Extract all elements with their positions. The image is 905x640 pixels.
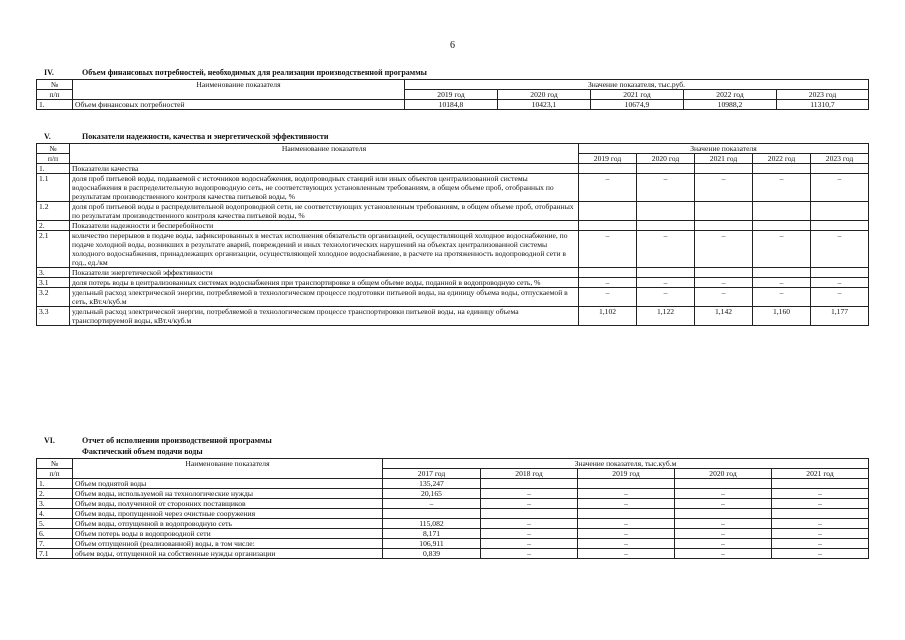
row-value: – [579,231,637,268]
row-value [753,164,811,174]
table-row [37,519,869,529]
section-5-title [44,132,328,141]
row-value: 106,911 [383,539,481,549]
table-row [37,529,869,539]
row-value [637,221,695,231]
row-value: – [695,231,753,268]
row-value: – [675,499,772,509]
row-name: доля проб питьевой воды в распределительной водопроводной сети, не соответствующих установленным требованиям, в общем объеме проб, отобранных по результатам производственного контроля качества питьевой воды, % [70,202,579,221]
row-value [753,268,811,278]
header-value: Значение показателя, тыс.руб. [405,80,869,90]
year-header: 2017 год [383,469,481,479]
row-value: 1,177 [811,307,869,326]
row-name: удельный расход электрической энергии, потребляемой в технологическом процессе подготовки питьевой воды, на единицу объема воды, отпускаемой в сеть, кВт.ч/куб.м [70,288,579,307]
row-value [675,509,772,519]
row-value [637,268,695,278]
row-value: – [637,231,695,268]
header-value: Значение показателя, тыс.куб.м [383,459,869,469]
header-name: Наименование показателя [73,459,383,479]
row-value: – [481,489,578,499]
year-header: 2018 год [481,469,578,479]
row-value [481,509,578,519]
row-name: Объем потерь воды в водопроводной сети [73,529,383,539]
table-row [37,307,869,326]
row-value: – [579,288,637,307]
header-no: № [37,80,73,90]
row-name: Показатели качества [70,164,579,174]
year-header: 2019 год [405,90,498,100]
row-name: Объем воды, пропущенной через очистные сооружения [73,509,383,519]
year-header: 2021 год [591,90,684,100]
row-value [637,202,695,221]
section-4-heading: Объем финансовых потребностей, необходимых для реализации производственной программы [82,68,427,77]
year-header: 2023 год [777,90,869,100]
row-name: доля потерь воды в централизованных системах водоснабжения при транспортировке в общем объеме воды, поданной в водопроводную сеть, % [70,278,579,288]
row-number: 1. [37,100,73,110]
row-value: – [753,278,811,288]
section-6-title [44,436,272,445]
row-number: 2. [37,221,70,231]
row-number: 3.2 [37,288,70,307]
row-name: доля проб питьевой воды, подаваемой с источников водоснабжения, водопроводных станций или иных объектов централизованной системы водоснабжения в распределительную водопроводную сеть, не соответствующих установленным требованиям, в общем объеме проб, отобранных по результатам производственного контроля качества питьевой воды, % [70,174,579,202]
header-name: Наименование показателя [70,144,579,164]
section-4-number: IV. [44,68,54,77]
header-pp: п/п [37,154,70,164]
row-value: – [481,529,578,539]
table-row [37,549,869,559]
table-row [37,539,869,549]
row-number: 1.1 [37,174,70,202]
table-row [37,288,869,307]
year-header: 2021 год [695,154,753,164]
row-value: – [578,519,675,529]
year-header: 2020 год [498,90,591,100]
row-value: – [578,549,675,559]
row-value: – [481,539,578,549]
header-pp: п/п [37,90,73,100]
row-value: – [481,549,578,559]
row-value [753,202,811,221]
row-name: Объем воды, используемой на технологические нужды [73,489,383,499]
row-value [811,164,869,174]
row-value: – [772,529,869,539]
row-value [695,221,753,231]
table-row [37,202,869,221]
section-4-title [44,68,427,77]
row-name: Объем отпущенной (реализованной) воды, в том числе: [73,539,383,549]
group-row [37,164,869,174]
row-value: 10674,9 [591,100,684,110]
row-value [695,268,753,278]
row-name: удельный расход электрической энергии, потребляемой в технологическом процессе транспортировки питьевой воды, на единицу объема транспортируемой воды, кВт.ч/куб.м [70,307,579,326]
row-value: – [579,278,637,288]
row-number: 3. [37,499,73,509]
row-value: – [675,549,772,559]
row-value: – [753,288,811,307]
row-value [753,221,811,231]
row-name: количество перерывов в подаче воды, зафиксированных в местах исполнения обязательств организацией, осуществляющей холодное водоснабжение, по подаче холодной воды, возникших в результате аварий, повреждений и иных технологических нарушений на объектах централизованной системы холодного водоснабжения, принадлежащих организации, осуществляющей холодное водоснабжение, в расчете на протяженность водопроводной сети в год., ед./км [70,231,579,268]
row-value: – [675,529,772,539]
year-header: 2023 год [811,154,869,164]
row-name: Объем воды, отпущенной в водопроводную сеть [73,519,383,529]
row-value: – [675,519,772,529]
year-header: 2019 год [579,154,637,164]
row-number: 7. [37,539,73,549]
row-value: – [578,539,675,549]
row-value: – [637,278,695,288]
row-value: 1,122 [637,307,695,326]
row-number: 5. [37,519,73,529]
row-value: – [579,174,637,202]
year-header: 2022 год [684,90,777,100]
row-number: 1.2 [37,202,70,221]
row-value: – [675,489,772,499]
section-5-number: V. [44,132,51,141]
year-header: 2020 год [675,469,772,479]
row-value: – [578,489,675,499]
row-value: 11310,7 [777,100,869,110]
row-value: – [481,499,578,509]
row-value: 10184,8 [405,100,498,110]
row-number: 2.1 [37,231,70,268]
row-value [811,202,869,221]
row-value [772,509,869,519]
table-row [37,100,869,110]
header-pp: п/п [37,469,73,479]
year-header: 2022 год [753,154,811,164]
row-name: Показатели надежности и бесперебойности [70,221,579,231]
row-value [579,164,637,174]
group-row [37,221,869,231]
row-value: 135,247 [383,479,481,489]
year-header: 2021 год [772,469,869,479]
row-value: – [772,499,869,509]
table-row [37,509,869,519]
row-value [695,164,753,174]
header-name: Наименование показателя [73,80,405,100]
row-value: – [772,519,869,529]
row-value: 20,165 [383,489,481,499]
row-value [675,479,772,489]
year-header: 2019 год [578,469,675,479]
row-number: 3.1 [37,278,70,288]
water-supply-report-table [36,458,869,559]
financial-needs-table [36,79,869,110]
row-name: Объем финансовых потребностей [73,100,405,110]
reliability-table [36,143,869,326]
row-value [811,221,869,231]
row-value: – [811,174,869,202]
page-number: 6 [450,40,455,51]
group-row [37,268,869,278]
row-value: 8,171 [383,529,481,539]
row-value: – [695,278,753,288]
section-6-number: VI. [44,436,55,445]
row-value: – [637,174,695,202]
row-value: – [675,539,772,549]
header-no: № [37,459,73,469]
table-row [37,489,869,499]
row-value: – [383,499,481,509]
row-value: – [772,489,869,499]
row-value: 0,839 [383,549,481,559]
row-value: 1,142 [695,307,753,326]
row-value: – [772,539,869,549]
row-value: 115,082 [383,519,481,529]
section-6-subtitle: Фактический объем подачи воды [82,447,203,456]
row-value: 1,102 [579,307,637,326]
year-header: 2020 год [637,154,695,164]
row-value [695,202,753,221]
row-value: – [578,499,675,509]
row-value: – [772,549,869,559]
row-value [579,268,637,278]
row-value [772,479,869,489]
table-row [37,278,869,288]
section-6-heading: Отчет об исполнении производственной программы [82,436,272,445]
row-value [481,479,578,489]
row-value: – [481,519,578,529]
row-value [578,479,675,489]
row-value [579,202,637,221]
row-number: 6. [37,529,73,539]
row-value: – [811,288,869,307]
row-value [637,164,695,174]
row-number: 1. [37,164,70,174]
row-value: 1,160 [753,307,811,326]
row-value [579,221,637,231]
table-row [37,479,869,489]
row-value [383,509,481,519]
row-value: – [578,529,675,539]
row-number: 2. [37,489,73,499]
row-name: Объем воды, полученной от сторонних поставщиков [73,499,383,509]
row-value [811,268,869,278]
row-number: 7.1 [37,549,73,559]
table-row [37,231,869,268]
table-row [37,174,869,202]
row-value: – [811,278,869,288]
row-name: объем воды, отпущенной на собственные нужды организации [73,549,383,559]
section-5-heading: Показатели надежности, качества и энергетической эффективности [82,132,329,141]
header-value: Значение показателя [579,144,869,154]
row-value: – [695,288,753,307]
row-number: 3.3 [37,307,70,326]
row-value: 10988,2 [684,100,777,110]
row-number: 1. [37,479,73,489]
row-value [578,509,675,519]
row-value: – [637,288,695,307]
row-value: – [811,231,869,268]
row-number: 4. [37,509,73,519]
row-name: Показатели энергетической эффективности [70,268,579,278]
row-value: – [753,174,811,202]
row-value: – [753,231,811,268]
header-no: № [37,144,70,154]
table-row [37,499,869,509]
row-value: – [695,174,753,202]
row-number: 3. [37,268,70,278]
row-name: Объем поднятой воды [73,479,383,489]
row-value: 10423,1 [498,100,591,110]
